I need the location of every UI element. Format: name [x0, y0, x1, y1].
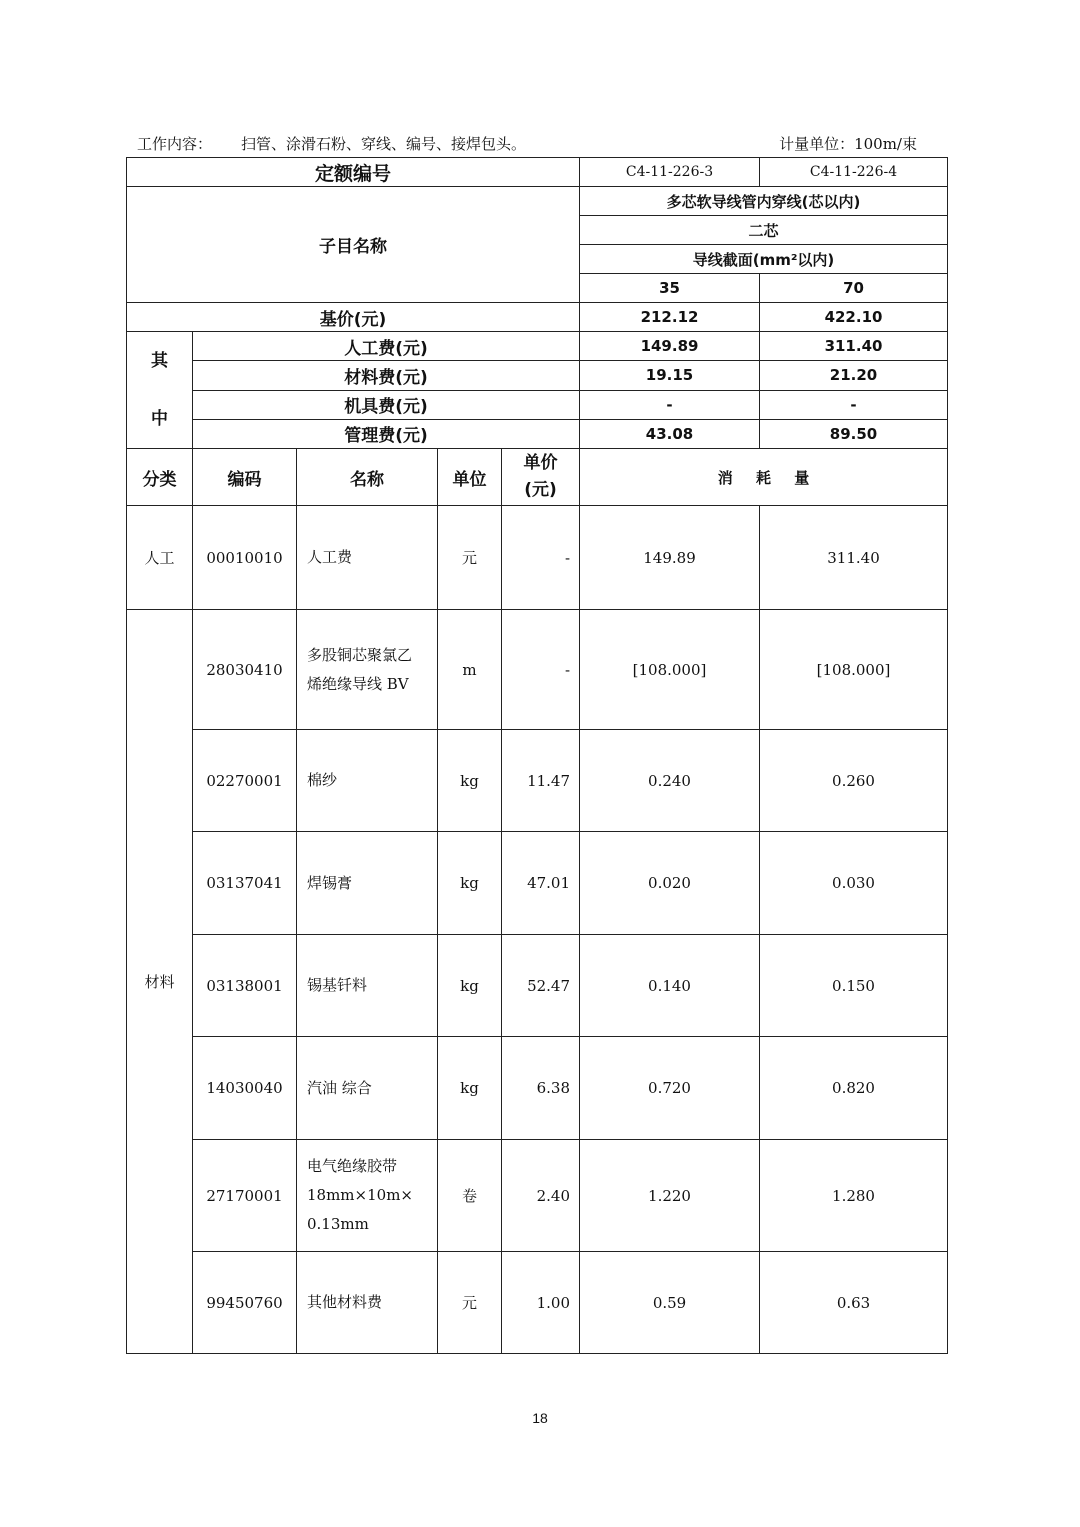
- cost-item-value: 149.89: [580, 332, 760, 361]
- table-row: [127, 1037, 948, 1140]
- price-cell: -: [502, 610, 580, 730]
- section-value-1: 35: [580, 274, 760, 303]
- consumption-cell: 0.720: [580, 1037, 760, 1140]
- work-content-header: [137, 132, 917, 154]
- table-row: [127, 730, 948, 832]
- price-cell: 47.01: [502, 832, 580, 935]
- quota-number-row: [127, 158, 948, 187]
- name-line: 电气绝缘胶带: [307, 1157, 398, 1175]
- code-cell: 27170001: [193, 1140, 297, 1252]
- cost-item-value: 311.40: [760, 332, 948, 361]
- col-header-consumption: [580, 449, 948, 506]
- name-line: 0.13mm: [307, 1215, 369, 1233]
- table-row: [127, 506, 948, 610]
- code-cell: 00010010: [193, 506, 297, 610]
- consumption-char: 耗: [756, 468, 772, 487]
- page-number: 18: [532, 1410, 548, 1426]
- cost-row-material: [127, 361, 948, 390]
- quota-code-2: C4-11-226-4: [760, 158, 948, 187]
- consumption-cell: [108.000]: [760, 610, 948, 730]
- consumption-cell: 149.89: [580, 506, 760, 610]
- price-cell: 1.00: [502, 1252, 580, 1354]
- cost-item-label: 管理费(元): [193, 419, 580, 448]
- consumption-cell: 0.030: [760, 832, 948, 935]
- item-name-label: 子目名称: [127, 187, 580, 303]
- table-row: [127, 832, 948, 935]
- price-cell: 11.47: [502, 730, 580, 832]
- code-cell: 14030040: [193, 1037, 297, 1140]
- item-title-line2: 二芯: [580, 216, 948, 245]
- unit-cell: kg: [438, 832, 502, 935]
- cost-item-label: 机具费(元): [193, 390, 580, 419]
- cost-row-management: [127, 419, 948, 448]
- consumption-cell: 0.150: [760, 935, 948, 1037]
- unit-cell: 卷: [438, 1140, 502, 1252]
- name-line: 烯绝缘导线 BV: [307, 674, 409, 693]
- unit-cell: 元: [438, 1252, 502, 1354]
- code-cell: 99450760: [193, 1252, 297, 1354]
- table-row: [127, 1140, 948, 1252]
- cost-row-machine: [127, 390, 948, 419]
- unit-cell: kg: [438, 1037, 502, 1140]
- cost-item-value: -: [580, 390, 760, 419]
- code-cell: 03137041: [193, 832, 297, 935]
- consumption-cell: 0.240: [580, 730, 760, 832]
- measurement-unit: 计量单位：100m/束: [779, 134, 917, 153]
- item-title-line3: 导线截面(mm²以内): [580, 245, 948, 274]
- cost-item-label: 材料费(元): [193, 361, 580, 390]
- consumption-cell: 1.280: [760, 1140, 948, 1252]
- base-price-label: 基价(元): [127, 303, 580, 332]
- cost-item-value: 43.08: [580, 419, 760, 448]
- cost-item-label: 人工费(元): [193, 332, 580, 361]
- section-value-2: 70: [760, 274, 948, 303]
- among-label-char-1: 其: [151, 351, 168, 371]
- consumption-cell: 0.260: [760, 730, 948, 832]
- quota-table: [126, 157, 948, 1354]
- quota-code-1: C4-11-226-3: [580, 158, 760, 187]
- col-header-name: 名称: [297, 449, 438, 506]
- col-header-code: 编码: [193, 449, 297, 506]
- unit-cell: 元: [438, 506, 502, 610]
- unit-cell: kg: [438, 935, 502, 1037]
- code-cell: 03138001: [193, 935, 297, 1037]
- unit-cell: m: [438, 610, 502, 730]
- name-cell: [297, 610, 438, 730]
- name-line: 多股铜芯聚氯乙: [307, 645, 413, 664]
- code-cell: 02270001: [193, 730, 297, 832]
- base-price-2: 422.10: [760, 303, 948, 332]
- consumption-char: 消: [717, 468, 733, 487]
- column-header-row: [127, 449, 948, 506]
- name-cell: 棉纱: [297, 730, 438, 832]
- table-row: [127, 1252, 948, 1354]
- name-cell: 焊锡膏: [297, 832, 438, 935]
- category-cell: 材料: [127, 610, 193, 1354]
- col-header-unit-price: [502, 449, 580, 506]
- cost-item-value: 19.15: [580, 361, 760, 390]
- base-price-row: [127, 303, 948, 332]
- consumption-cell: 0.820: [760, 1037, 948, 1140]
- price-cell: 6.38: [502, 1037, 580, 1140]
- cost-item-value: 89.50: [760, 419, 948, 448]
- price-cell: 52.47: [502, 935, 580, 1037]
- price-cell: 2.40: [502, 1140, 580, 1252]
- base-price-1: 212.12: [580, 303, 760, 332]
- name-cell: [297, 1140, 438, 1252]
- quota-number-label: 定额编号: [127, 158, 580, 187]
- consumption-cell: 0.020: [580, 832, 760, 935]
- consumption-cell: 0.63: [760, 1252, 948, 1354]
- item-title-row: [127, 187, 948, 216]
- category-cell: 人工: [127, 506, 193, 610]
- table-row: [127, 610, 948, 730]
- cost-item-value: -: [760, 390, 948, 419]
- name-line: 18mm×10m×: [307, 1186, 413, 1204]
- consumption-char: 量: [794, 468, 810, 487]
- consumption-cell: 311.40: [760, 506, 948, 610]
- work-content-text: 扫管、涂滑石粉、穿线、编号、接焊包头。: [241, 134, 527, 153]
- code-cell: 28030410: [193, 610, 297, 730]
- among-label-char-2: 中: [151, 409, 168, 429]
- col-header-unit: 单位: [438, 449, 502, 506]
- col-header-unit-price-line1: 单价: [523, 453, 558, 473]
- name-cell: 其他材料费: [297, 1252, 438, 1354]
- among-label: [127, 332, 193, 449]
- cost-item-value: 21.20: [760, 361, 948, 390]
- name-cell: 汽油 综合: [297, 1037, 438, 1140]
- table-row: [127, 935, 948, 1037]
- price-cell: -: [502, 506, 580, 610]
- consumption-cell: [108.000]: [580, 610, 760, 730]
- col-header-category: 分类: [127, 449, 193, 506]
- consumption-cell: 0.140: [580, 935, 760, 1037]
- col-header-unit-price-line2: (元): [524, 480, 557, 500]
- unit-cell: kg: [438, 730, 502, 832]
- name-cell: 人工费: [297, 506, 438, 610]
- work-content-label: 工作内容：: [137, 134, 213, 153]
- name-cell: 锡基钎料: [297, 935, 438, 1037]
- cost-row-labor: [127, 332, 948, 361]
- consumption-cell: 1.220: [580, 1140, 760, 1252]
- consumption-cell: 0.59: [580, 1252, 760, 1354]
- item-title-line1: 多芯软导线管内穿线(芯以内): [580, 187, 948, 216]
